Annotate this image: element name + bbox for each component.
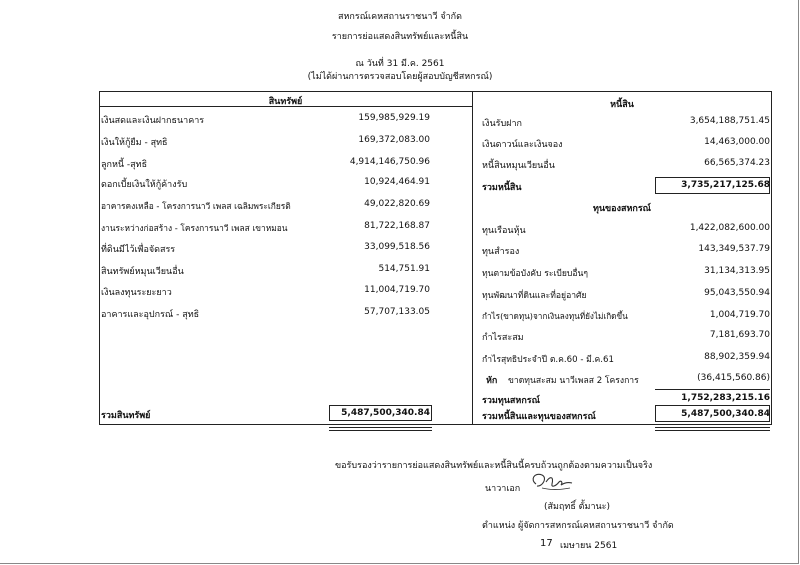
equity-value: 1,004,719.70 [709, 310, 770, 320]
equity-total-label: รวมทุนสหกรณ์ [482, 396, 540, 406]
equity-deduct-label: ขาดทุนสะสม นาวีเพลส 2 โครงการ [508, 376, 639, 386]
liabilities-total-value: 3,735,217,125.68 [681, 180, 770, 190]
assets-total-label: รวมสินทรัพย์ [101, 411, 151, 421]
equity-heading: ทุนของสหกรณ์ [592, 204, 652, 214]
equity-value: 1,422,082,600.00 [689, 223, 770, 233]
asset-label: เงินสดและเงินฝากธนาคาร [101, 116, 205, 126]
equity-deduct-value: (36,415,560.86) [697, 373, 770, 383]
asset-label: งานระหว่างก่อสร้าง - โครงการนาวี เพลส เขาหมอน [101, 223, 288, 233]
equity-label: ทุนพัฒนาที่ดินและที่อยู่อาศัย [482, 291, 587, 301]
assets-total-value: 5,487,500,340.84 [341, 408, 430, 418]
grand-total-label: รวมหนี้สินและทุนของสหกรณ์ [482, 412, 596, 422]
grand-total-underline [655, 427, 770, 431]
liability-label: เงินรับฝาก [482, 119, 522, 129]
equity-label: ทุนเรือนหุ้น [482, 226, 526, 236]
signature [528, 470, 578, 492]
certification-statement: ขอรับรองว่ารายการย่อแสดงสินทรัพย์และหนี้สินนี้ครบถ้วนถูกต้องตามความเป็นจริง [335, 461, 653, 471]
asset-value: 49,022,820.69 [364, 199, 430, 209]
asset-label: อาคารและอุปกรณ์ - สุทธิ [101, 310, 200, 320]
equity-total-value: 1,752,283,215.16 [681, 393, 770, 403]
equity-value: 143,349,537.79 [698, 244, 770, 254]
liabilities-total-label: รวมหนี้สิน [482, 183, 522, 193]
sign-date-day: 17 [540, 538, 553, 549]
liability-value: 66,565,374.23 [704, 158, 770, 168]
asset-label: เงินให้กู้ยืม - สุทธิ [101, 138, 168, 148]
asset-value: 4,914,146,750.96 [349, 157, 430, 167]
equity-value: 31,134,313.95 [704, 266, 770, 276]
liability-label: หนี้สินหมุนเวียนอื่น [482, 161, 555, 171]
report-note: (ไม่ได้ผ่านการตรวจสอบโดยผู้สอบบัญชีสหกรณ์) [307, 72, 493, 82]
signer-position: ตำแหน่ง ผู้จัดการสหกรณ์เคหสถานราชนาวี จำกัด [482, 521, 674, 531]
asset-value: 11,004,719.70 [364, 285, 430, 295]
equity-label: ทุนตามข้อบังคับ ระเบียบอื่นๆ [482, 269, 588, 279]
asset-value: 10,924,464.91 [364, 177, 430, 187]
equity-label: กำไรสุทธิประจำปี ต.ค.60 - มี.ค.61 [482, 355, 614, 365]
report-date: ณ วันที่ 31 มี.ค. 2561 [355, 59, 445, 69]
org-name: สหกรณ์เคหสถานราชนาวี จำกัด [338, 12, 462, 22]
asset-label: สินทรัพย์หมุนเวียนอื่น [101, 267, 184, 277]
asset-label: ลูกหนี้ -สุทธิ [101, 160, 148, 170]
asset-value: 57,707,133.05 [364, 307, 430, 317]
column-divider [472, 91, 473, 425]
equity-value: 95,043,550.94 [704, 288, 770, 298]
report-title: รายการย่อแสดงสินทรัพย์และหนี้สิน [331, 32, 469, 42]
equity-value: 88,902,359.94 [704, 352, 770, 362]
assets-total-underline [329, 427, 432, 431]
asset-label: ดอกเบี้ยเงินให้กู้ค้างรับ [101, 180, 188, 190]
equity-value: 7,181,693.70 [709, 330, 770, 340]
signer-name: (สัมฤทธิ์ ตั้มานะ) [544, 502, 611, 512]
asset-value: 169,372,083.00 [358, 135, 430, 145]
sign-date: เมษายน 2561 [560, 541, 618, 551]
grand-total-value: 5,487,500,340.84 [681, 409, 770, 419]
asset-value: 33,099,518.56 [364, 242, 430, 252]
deduct-marker: หัก [486, 376, 498, 386]
asset-label: ที่ดินมีไว้เพื่อจัดสรร [101, 245, 176, 255]
asset-label: อาคารคงเหลือ - โครงการนาวี เพลส เฉลิมพระเกียรติ [101, 201, 291, 211]
asset-value: 159,985,929.19 [358, 113, 430, 123]
equity-label: ทุนสำรอง [482, 247, 520, 257]
asset-label: เงินลงทุนระยะยาว [101, 288, 172, 298]
asset-value: 514,751.91 [378, 264, 430, 274]
liability-value: 3,654,188,751.45 [689, 116, 770, 126]
liability-label: เงินดาวน์และเงินจอง [482, 140, 563, 150]
equity-label: กำไร(ขาดทุน)จากเงินลงทุนที่ยังไม่เกิดขึ้น [482, 311, 628, 321]
equity-label: กำไรสะสม [482, 333, 524, 343]
asset-value: 81,722,168.87 [364, 221, 430, 231]
signer-rank: นาวาเอก [485, 484, 521, 494]
assets-heading: สินทรัพย์ [268, 97, 303, 107]
liabilities-heading: หนี้สิน [610, 100, 634, 110]
liability-value: 14,463,000.00 [704, 137, 770, 147]
